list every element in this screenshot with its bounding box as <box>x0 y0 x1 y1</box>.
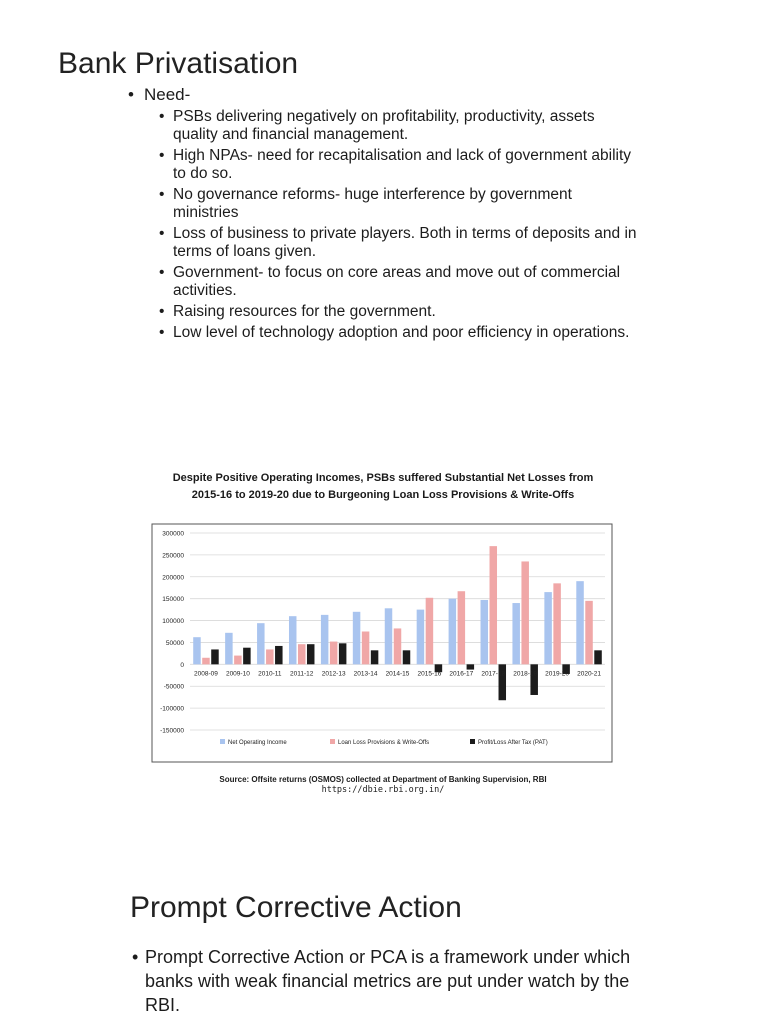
y-tick-label: 150000 <box>162 596 184 604</box>
legend-label: Profit/Loss After Tax (PAT) <box>478 740 548 746</box>
bar <box>275 646 283 664</box>
bar <box>394 628 402 664</box>
bar <box>193 637 201 664</box>
need-point: • Loss of business to private players. Both in terms of deposits and in terms of loans given. <box>158 225 638 261</box>
bar <box>553 583 561 664</box>
need-point: • PSBs delivering negatively on profitability, productivity, assets quality and financial management. <box>158 108 638 144</box>
chart-source <box>150 774 616 796</box>
need-point: • Low level of technology adoption and poor efficiency in operations. <box>158 324 638 342</box>
bar <box>257 623 265 664</box>
y-tick-label: 0 <box>180 661 184 669</box>
x-tick-label: 2015-16 <box>417 670 442 678</box>
chart-title-line-1: Despite Positive Operating Incomes, PSBs suffered Substantial Net Losses from <box>172 472 594 484</box>
y-tick-label: 100000 <box>162 618 184 626</box>
x-tick-label: 2013-14 <box>353 670 378 678</box>
y-tick-label: 50000 <box>165 639 184 647</box>
slide-title: Bank Privatisation <box>58 47 299 80</box>
bar <box>458 591 466 664</box>
bar <box>594 650 602 664</box>
bar <box>512 603 520 664</box>
y-tick-label: 200000 <box>162 574 184 582</box>
bar <box>234 656 242 665</box>
bar <box>490 546 498 664</box>
bar <box>371 650 379 664</box>
bar <box>289 616 297 664</box>
x-tick-label: 2012-13 <box>321 670 346 678</box>
bar <box>576 581 584 664</box>
bar-chart <box>150 520 616 764</box>
bar <box>298 644 306 664</box>
x-tick-label: 2019-20 <box>545 670 570 678</box>
x-tick-label: 2020-21 <box>577 670 601 678</box>
need-label: Need- <box>144 85 191 104</box>
need-point: • No governance reforms- huge interference by government ministries <box>158 186 638 222</box>
x-tick-label: 2009-10 <box>225 670 250 678</box>
bar <box>225 633 233 665</box>
bar <box>467 664 475 669</box>
x-tick-label: 2014-15 <box>385 670 410 678</box>
x-tick-label: 2017-18 <box>481 670 506 678</box>
legend-swatch <box>330 739 335 744</box>
need-point: • High NPAs- need for recapitalisation and lack of government ability to do so. <box>158 147 638 183</box>
bar <box>362 632 370 665</box>
bar <box>307 644 315 664</box>
bar <box>544 592 552 664</box>
y-tick-label: 300000 <box>162 530 184 538</box>
section-title: Prompt Corrective Action <box>130 891 462 924</box>
need-bullet <box>128 84 190 106</box>
bar <box>585 601 593 664</box>
chart-frame <box>152 524 612 762</box>
bar <box>481 600 489 664</box>
y-tick-label: -100000 <box>160 705 184 713</box>
psb-chart-figure <box>150 470 616 800</box>
pca-bullet <box>132 945 652 1017</box>
bar <box>403 650 411 664</box>
bullet-icon: • <box>128 85 134 104</box>
chart-source-url: https://dbie.rbi.org.in/ <box>321 785 445 795</box>
legend-swatch <box>220 739 225 744</box>
bar <box>211 649 219 664</box>
bar <box>266 649 274 664</box>
legend-label: Net Operating Income <box>228 740 287 746</box>
y-tick-label: 250000 <box>162 552 184 560</box>
bar <box>426 598 434 665</box>
bullet-icon: • <box>132 947 139 967</box>
x-tick-label: 2008-09 <box>194 670 218 678</box>
bar <box>330 642 338 665</box>
bar <box>521 561 529 664</box>
pca-text: Prompt Corrective Action or PCA is a framework under which banks with weak financial metrics are put under watch by the RBI. <box>145 947 631 1015</box>
chart-title <box>150 470 616 504</box>
need-point: • Raising resources for the government. <box>158 303 638 321</box>
chart-title-line-2: 2015-16 to 2019-20 due to Burgeoning Loan Loss Provisions & Write-Offs <box>191 489 575 501</box>
bar <box>530 664 538 695</box>
bar <box>321 615 329 664</box>
need-point: • Government- to focus on core areas and move out of commercial activities. <box>158 264 638 300</box>
bar <box>385 608 393 664</box>
legend-label: Loan Loss Provisions & Write-Offs <box>338 740 430 746</box>
bar <box>353 612 361 665</box>
need-points-list <box>158 108 638 345</box>
y-tick-label: -150000 <box>160 727 184 735</box>
chart-source-text: Source: Offsite returns (OSMOS) collected at Department of Banking Supervision, RBI <box>219 775 547 784</box>
x-tick-label: 2011-12 <box>290 670 314 678</box>
x-tick-label: 2016-17 <box>449 670 474 678</box>
legend-swatch <box>470 739 475 744</box>
bar <box>339 643 347 664</box>
x-tick-label: 2010-11 <box>258 670 282 678</box>
x-tick-label: 2018-19 <box>513 670 538 678</box>
bar <box>243 648 251 665</box>
bar <box>417 610 425 665</box>
bar <box>202 658 210 665</box>
y-tick-label: -50000 <box>163 683 184 691</box>
bar <box>449 599 457 665</box>
